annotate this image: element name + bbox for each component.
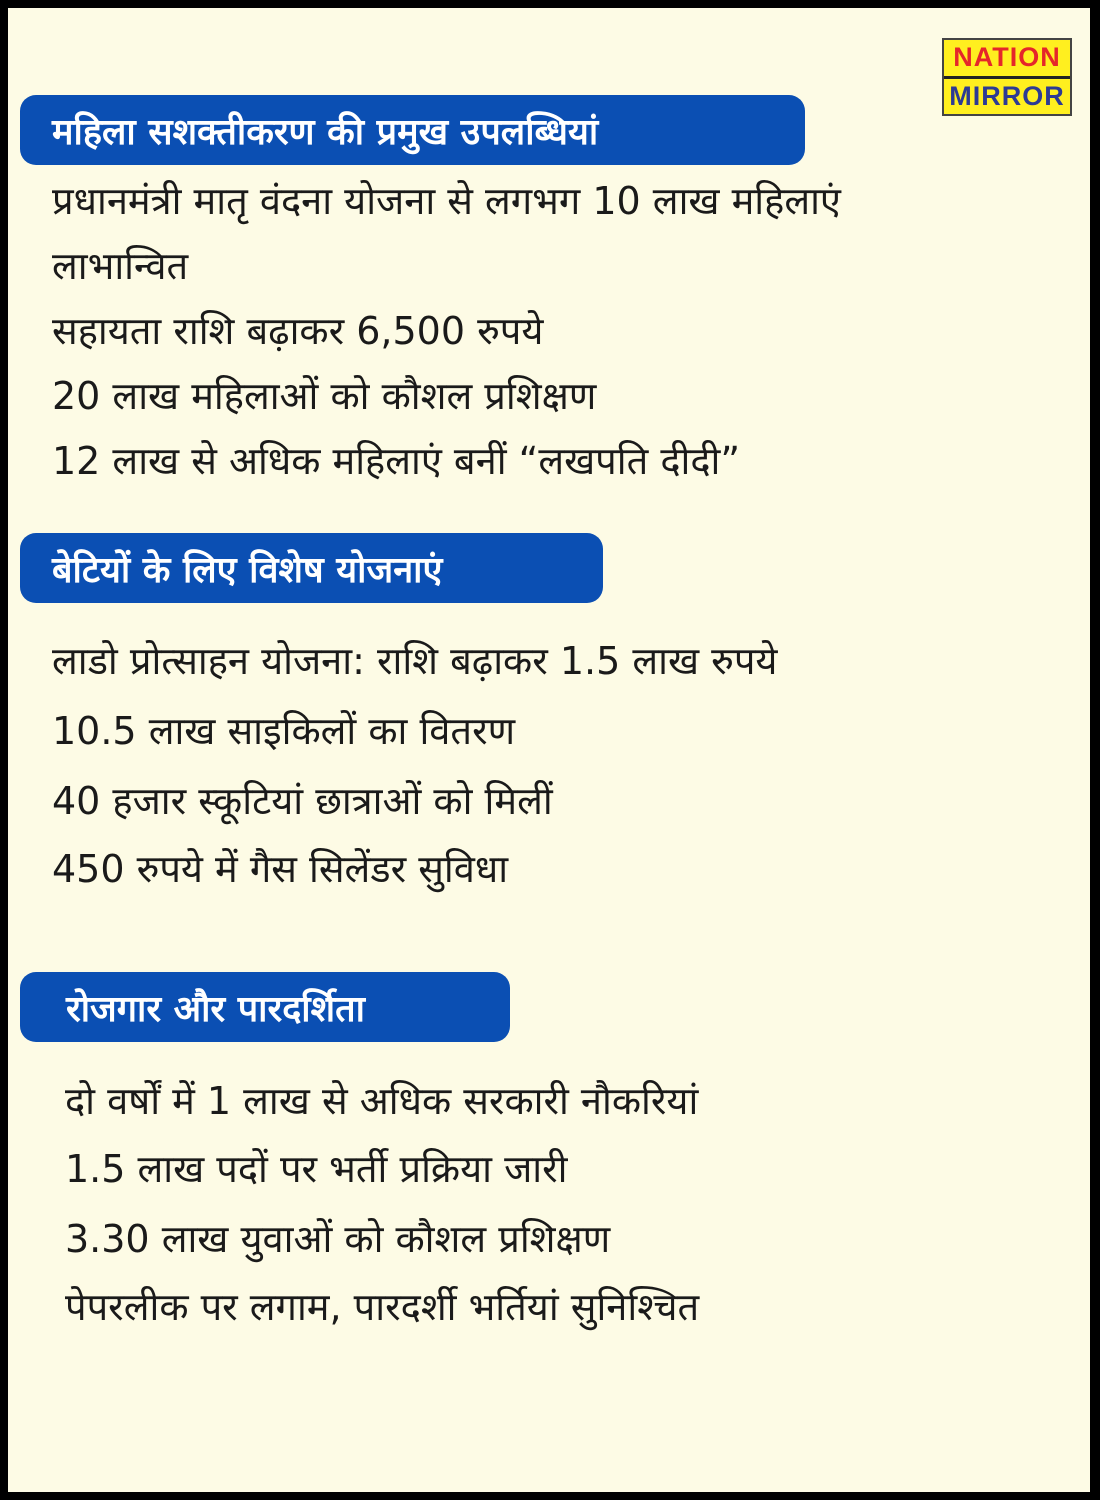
list-item: दो वर्षों में 1 लाख से अधिक सरकारी नौकरियां bbox=[65, 1079, 699, 1123]
list-item: 12 लाख से अधिक महिलाएं बनीं “लखपति दीदी” bbox=[52, 439, 741, 483]
list-item: प्रधानमंत्री मातृ वंदना योजना से लगभग 10 लाख महिलाएं bbox=[52, 179, 841, 223]
logo-line-2: MIRROR bbox=[949, 80, 1065, 111]
list-item: लाडो प्रोत्साहन योजना: राशि बढ़ाकर 1.5 लाख रुपये bbox=[52, 639, 778, 683]
infographic-page bbox=[8, 8, 1090, 1492]
list-item: 20 लाख महिलाओं को कौशल प्रशिक्षण bbox=[52, 374, 597, 418]
list-item: सहायता राशि बढ़ाकर 6,500 रुपये bbox=[52, 309, 544, 353]
list-item: 40 हजार स्कूटियां छात्राओं को मिलीं bbox=[52, 779, 553, 823]
list-item: 450 रुपये में गैस सिलेंडर सुविधा bbox=[52, 847, 509, 891]
nation-mirror-logo bbox=[942, 38, 1072, 116]
list-item: 10.5 लाख साइकिलों का वितरण bbox=[52, 709, 516, 753]
section-header-women-empowerment: महिला सशक्तीकरण की प्रमुख उपलब्धियां bbox=[20, 95, 805, 165]
section-header-employment-transparency: रोजगार और पारदर्शिता bbox=[20, 972, 510, 1042]
list-item: लाभान्वित bbox=[52, 244, 189, 288]
list-item: पेपरलीक पर लगाम, पारदर्शी भर्तियां सुनिश्चित bbox=[65, 1285, 700, 1329]
section-header-daughters-schemes: बेटियों के लिए विशेष योजनाएं bbox=[20, 533, 603, 603]
list-item: 3.30 लाख युवाओं को कौशल प्रशिक्षण bbox=[65, 1217, 611, 1261]
list-item: 1.5 लाख पदों पर भर्ती प्रक्रिया जारी bbox=[65, 1147, 568, 1191]
logo-line-1: NATION bbox=[944, 40, 1070, 79]
